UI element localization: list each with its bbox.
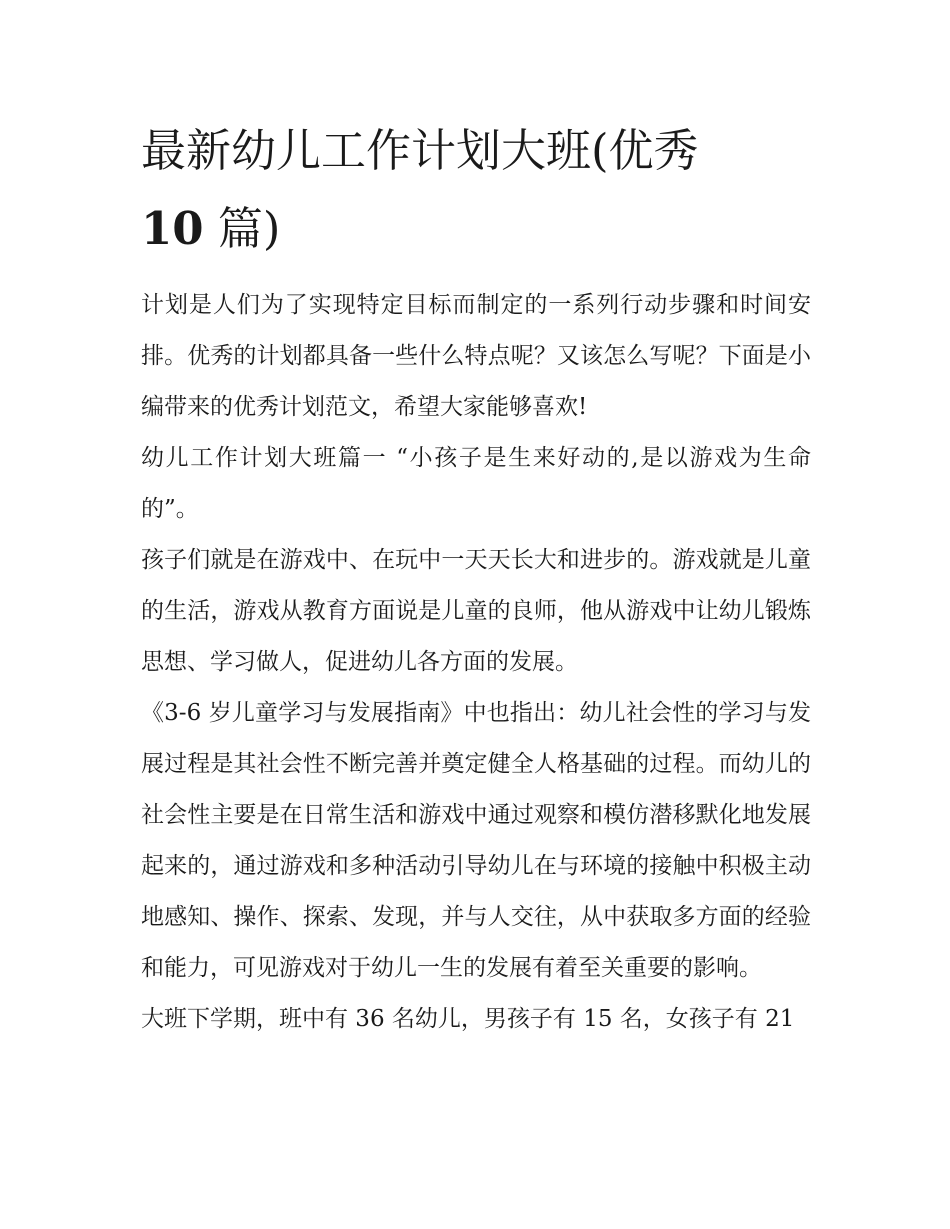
title-number: 10 (141, 202, 204, 255)
paragraph-guide: 《3-6 岁儿童学习与发展指南》中也指出：幼儿社会性的学习与发展过程是其社会性不断完善并奠定健全人格基础的过程。而幼儿的社会性主要是在日常生活和游戏中通过观察和模仿潜移默化地发展起来的，通过游戏和多种活动引导幼儿在与环境的接触中积极主动地感知、操作、探索、发现，并与人交往，从中获取多方面的经验和能力，可见游戏对于幼儿一生的发展有着至关重要的影响。 (141, 700, 811, 981)
paragraph-games: 孩子们就是在游戏中、在玩中一天天长大和进步的。游戏就是儿童的生活，游戏从教育方面说是儿童的良师，他从游戏中让幼儿锻炼思想、学习做人，促进幼儿各方面的发展。 (141, 547, 811, 675)
document-page (141, 112, 811, 1045)
paragraph-section-one: 幼儿工作计划大班篇一 “小孩子是生来好动的,是以游戏为生命的”。 (141, 445, 811, 522)
paragraph-intro: 计划是人们为了实现特定目标而制定的一系列行动步骤和时间安排。优秀的计划都具备一些什么特点呢？又该怎么写呢？下面是小编带来的优秀计划范文，希望大家能够喜欢! (141, 292, 811, 420)
title-line-2: 篇) (203, 202, 281, 255)
document-title (141, 112, 811, 268)
paragraph-class-info: 大班下学期，班中有 36 名幼儿，男孩子有 15 名，女孩子有 21 (141, 1006, 795, 1032)
title-line-1: 最新幼儿工作计划大班(优秀 (141, 124, 699, 177)
